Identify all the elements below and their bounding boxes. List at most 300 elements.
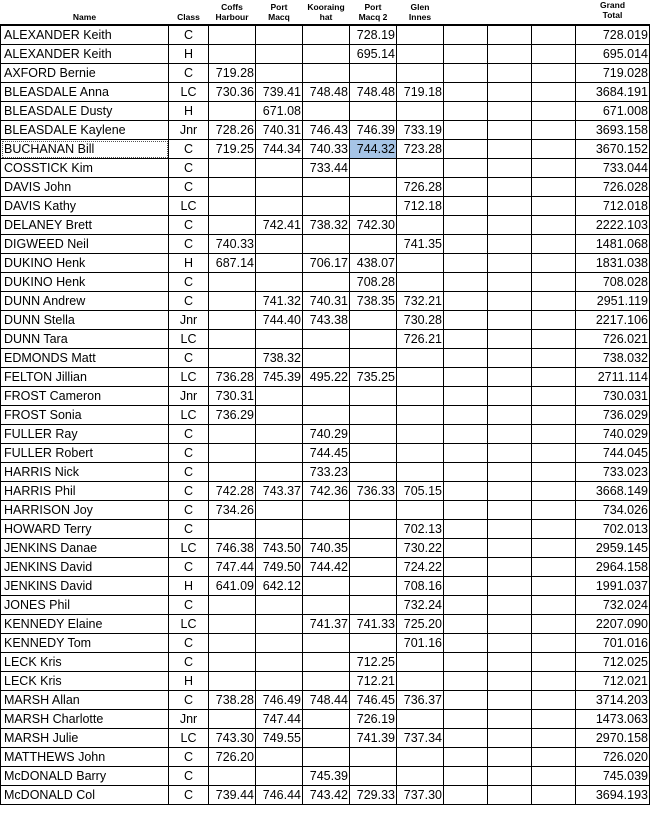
cell-name[interactable]: LECK Kris — [1, 672, 169, 691]
cell-empty[interactable] — [532, 634, 576, 653]
cell-class[interactable]: LC — [169, 615, 209, 634]
cell-port-macq[interactable] — [256, 330, 303, 349]
cell-grand-total[interactable]: 1481.068 — [576, 235, 650, 254]
cell-coffs-harbour[interactable]: 641.09 — [209, 577, 256, 596]
cell-port-macq-2[interactable] — [350, 406, 397, 425]
cell-name[interactable]: KENNEDY Elaine — [1, 615, 169, 634]
cell-empty[interactable] — [488, 216, 532, 235]
cell-glen-innes[interactable] — [397, 710, 444, 729]
cell-port-macq[interactable] — [256, 387, 303, 406]
cell-glen-innes[interactable] — [397, 501, 444, 520]
cell-grand-total[interactable]: 733.044 — [576, 159, 650, 178]
cell-empty[interactable] — [444, 311, 488, 330]
cell-kooraing-hat[interactable] — [303, 577, 350, 596]
cell-empty[interactable] — [532, 748, 576, 767]
cell-glen-innes[interactable] — [397, 254, 444, 273]
cell-port-macq-2[interactable]: 741.33 — [350, 615, 397, 634]
cell-port-macq-2[interactable]: 695.14 — [350, 45, 397, 64]
cell-name[interactable]: FELTON Jillian — [1, 368, 169, 387]
cell-glen-innes[interactable]: 730.28 — [397, 311, 444, 330]
cell-empty[interactable] — [532, 311, 576, 330]
cell-kooraing-hat[interactable]: 733.44 — [303, 159, 350, 178]
cell-empty[interactable] — [532, 140, 576, 159]
cell-empty[interactable] — [532, 615, 576, 634]
col-header-empty[interactable] — [488, 0, 532, 25]
cell-coffs-harbour[interactable]: 719.25 — [209, 140, 256, 159]
cell-class[interactable]: H — [169, 254, 209, 273]
cell-port-macq-2[interactable] — [350, 520, 397, 539]
cell-glen-innes[interactable] — [397, 349, 444, 368]
cell-empty[interactable] — [444, 482, 488, 501]
cell-empty[interactable] — [488, 64, 532, 83]
cell-empty[interactable] — [532, 444, 576, 463]
cell-empty[interactable] — [488, 159, 532, 178]
cell-coffs-harbour[interactable]: 728.26 — [209, 121, 256, 140]
cell-class[interactable]: LC — [169, 368, 209, 387]
cell-kooraing-hat[interactable] — [303, 501, 350, 520]
cell-grand-total[interactable]: 2217.106 — [576, 311, 650, 330]
cell-port-macq-2[interactable]: 726.19 — [350, 710, 397, 729]
cell-empty[interactable] — [444, 539, 488, 558]
cell-grand-total[interactable]: 740.029 — [576, 425, 650, 444]
cell-empty[interactable] — [444, 577, 488, 596]
cell-port-macq-2[interactable] — [350, 178, 397, 197]
cell-grand-total[interactable]: 719.028 — [576, 64, 650, 83]
cell-kooraing-hat[interactable] — [303, 64, 350, 83]
cell-empty[interactable] — [488, 577, 532, 596]
cell-name[interactable]: BUCHANAN Bill — [1, 140, 169, 159]
cell-empty[interactable] — [444, 710, 488, 729]
cell-name[interactable]: FULLER Ray — [1, 425, 169, 444]
cell-class[interactable]: Jnr — [169, 121, 209, 140]
cell-coffs-harbour[interactable] — [209, 463, 256, 482]
cell-empty[interactable] — [532, 729, 576, 748]
cell-class[interactable]: C — [169, 292, 209, 311]
cell-coffs-harbour[interactable]: 746.38 — [209, 539, 256, 558]
cell-empty[interactable] — [488, 710, 532, 729]
cell-glen-innes[interactable] — [397, 273, 444, 292]
cell-kooraing-hat[interactable] — [303, 25, 350, 45]
cell-class[interactable]: C — [169, 159, 209, 178]
cell-port-macq[interactable] — [256, 596, 303, 615]
cell-empty[interactable] — [532, 501, 576, 520]
cell-empty[interactable] — [444, 178, 488, 197]
cell-empty[interactable] — [444, 425, 488, 444]
cell-port-macq[interactable] — [256, 25, 303, 45]
cell-empty[interactable] — [444, 102, 488, 121]
cell-glen-innes[interactable]: 726.21 — [397, 330, 444, 349]
cell-class[interactable]: C — [169, 178, 209, 197]
cell-grand-total[interactable]: 732.024 — [576, 596, 650, 615]
cell-port-macq-2[interactable] — [350, 767, 397, 786]
cell-empty[interactable] — [532, 482, 576, 501]
cell-empty[interactable] — [444, 748, 488, 767]
cell-coffs-harbour[interactable] — [209, 349, 256, 368]
cell-name[interactable]: BLEASDALE Kaylene — [1, 121, 169, 140]
cell-kooraing-hat[interactable] — [303, 710, 350, 729]
cell-port-macq-2[interactable] — [350, 501, 397, 520]
cell-empty[interactable] — [444, 634, 488, 653]
cell-port-macq-2[interactable]: 742.30 — [350, 216, 397, 235]
cell-kooraing-hat[interactable] — [303, 520, 350, 539]
cell-empty[interactable] — [532, 121, 576, 140]
cell-name[interactable]: McDONALD Barry — [1, 767, 169, 786]
cell-empty[interactable] — [488, 387, 532, 406]
cell-empty[interactable] — [532, 254, 576, 273]
cell-glen-innes[interactable]: 732.24 — [397, 596, 444, 615]
cell-empty[interactable] — [532, 273, 576, 292]
cell-port-macq-2[interactable]: 748.48 — [350, 83, 397, 102]
cell-empty[interactable] — [444, 349, 488, 368]
cell-glen-innes[interactable]: 712.18 — [397, 197, 444, 216]
cell-glen-innes[interactable] — [397, 25, 444, 45]
cell-name[interactable]: DAVIS Kathy — [1, 197, 169, 216]
cell-coffs-harbour[interactable] — [209, 330, 256, 349]
cell-empty[interactable] — [488, 691, 532, 710]
cell-port-macq[interactable]: 739.41 — [256, 83, 303, 102]
cell-empty[interactable] — [488, 558, 532, 577]
cell-name[interactable]: HARRIS Phil — [1, 482, 169, 501]
cell-glen-innes[interactable]: 741.35 — [397, 235, 444, 254]
cell-empty[interactable] — [488, 406, 532, 425]
cell-port-macq-2[interactable]: 438.07 — [350, 254, 397, 273]
cell-empty[interactable] — [488, 25, 532, 45]
cell-glen-innes[interactable]: 726.28 — [397, 178, 444, 197]
cell-name[interactable]: DUNN Andrew — [1, 292, 169, 311]
cell-grand-total[interactable]: 745.039 — [576, 767, 650, 786]
cell-empty[interactable] — [532, 786, 576, 805]
col-header-coffs-harbour[interactable]: Coffs Harbour — [215, 2, 249, 22]
cell-port-macq[interactable]: 744.40 — [256, 311, 303, 330]
cell-grand-total[interactable]: 3668.149 — [576, 482, 650, 501]
cell-grand-total[interactable]: 3693.158 — [576, 121, 650, 140]
cell-empty[interactable] — [488, 311, 532, 330]
cell-empty[interactable] — [532, 83, 576, 102]
cell-name[interactable]: DIGWEED Neil — [1, 235, 169, 254]
cell-class[interactable]: H — [169, 672, 209, 691]
cell-empty[interactable] — [532, 406, 576, 425]
cell-port-macq[interactable]: 747.44 — [256, 710, 303, 729]
cell-empty[interactable] — [532, 64, 576, 83]
col-header-empty[interactable] — [532, 0, 576, 25]
cell-name[interactable]: LECK Kris — [1, 653, 169, 672]
cell-empty[interactable] — [532, 102, 576, 121]
cell-empty[interactable] — [532, 767, 576, 786]
cell-empty[interactable] — [532, 178, 576, 197]
col-header-port-macq[interactable]: Port Macq — [268, 2, 290, 22]
cell-empty[interactable] — [532, 387, 576, 406]
cell-grand-total[interactable]: 733.023 — [576, 463, 650, 482]
cell-kooraing-hat[interactable]: 740.31 — [303, 292, 350, 311]
cell-name[interactable]: MARSH Allan — [1, 691, 169, 710]
cell-coffs-harbour[interactable] — [209, 615, 256, 634]
cell-port-macq-2[interactable] — [350, 539, 397, 558]
cell-kooraing-hat[interactable]: 740.29 — [303, 425, 350, 444]
cell-name[interactable]: FULLER Robert — [1, 444, 169, 463]
cell-kooraing-hat[interactable] — [303, 406, 350, 425]
cell-empty[interactable] — [488, 330, 532, 349]
cell-empty[interactable] — [444, 235, 488, 254]
cell-class[interactable]: C — [169, 596, 209, 615]
cell-name[interactable]: AXFORD Bernie — [1, 64, 169, 83]
cell-coffs-harbour[interactable]: 743.30 — [209, 729, 256, 748]
cell-glen-innes[interactable]: 737.34 — [397, 729, 444, 748]
cell-port-macq[interactable] — [256, 653, 303, 672]
cell-grand-total[interactable]: 708.028 — [576, 273, 650, 292]
cell-name[interactable]: MARSH Charlotte — [1, 710, 169, 729]
cell-glen-innes[interactable]: 719.18 — [397, 83, 444, 102]
cell-coffs-harbour[interactable]: 719.28 — [209, 64, 256, 83]
cell-port-macq[interactable] — [256, 748, 303, 767]
cell-kooraing-hat[interactable]: 740.35 — [303, 539, 350, 558]
cell-coffs-harbour[interactable]: 747.44 — [209, 558, 256, 577]
cell-empty[interactable] — [532, 330, 576, 349]
cell-port-macq[interactable]: 744.34 — [256, 140, 303, 159]
cell-glen-innes[interactable] — [397, 45, 444, 64]
cell-port-macq[interactable]: 741.32 — [256, 292, 303, 311]
cell-coffs-harbour[interactable] — [209, 672, 256, 691]
cell-class[interactable]: C — [169, 463, 209, 482]
cell-empty[interactable] — [532, 25, 576, 45]
cell-class[interactable]: C — [169, 444, 209, 463]
cell-class[interactable]: C — [169, 786, 209, 805]
cell-kooraing-hat[interactable]: 746.43 — [303, 121, 350, 140]
cell-name[interactable]: COSSTICK Kim — [1, 159, 169, 178]
cell-empty[interactable] — [532, 710, 576, 729]
cell-grand-total[interactable]: 2951.119 — [576, 292, 650, 311]
col-header-port-macq-2[interactable]: Port Macq 2 — [358, 2, 388, 22]
cell-grand-total[interactable]: 701.016 — [576, 634, 650, 653]
cell-glen-innes[interactable] — [397, 406, 444, 425]
cell-empty[interactable] — [444, 444, 488, 463]
cell-empty[interactable] — [532, 577, 576, 596]
cell-port-macq[interactable]: 740.31 — [256, 121, 303, 140]
cell-port-macq[interactable] — [256, 45, 303, 64]
cell-kooraing-hat[interactable]: 744.42 — [303, 558, 350, 577]
col-header-name[interactable]: Name — [72, 12, 97, 22]
cell-class[interactable]: LC — [169, 539, 209, 558]
cell-name[interactable]: FROST Sonia — [1, 406, 169, 425]
cell-port-macq[interactable] — [256, 197, 303, 216]
cell-empty[interactable] — [444, 786, 488, 805]
cell-port-macq-2[interactable] — [350, 349, 397, 368]
cell-empty[interactable] — [532, 197, 576, 216]
cell-glen-innes[interactable] — [397, 463, 444, 482]
cell-grand-total[interactable]: 2959.145 — [576, 539, 650, 558]
cell-kooraing-hat[interactable]: 738.32 — [303, 216, 350, 235]
cell-port-macq[interactable] — [256, 273, 303, 292]
cell-name[interactable]: HOWARD Terry — [1, 520, 169, 539]
cell-kooraing-hat[interactable]: 495.22 — [303, 368, 350, 387]
cell-glen-innes[interactable] — [397, 672, 444, 691]
cell-glen-innes[interactable] — [397, 216, 444, 235]
cell-empty[interactable] — [444, 596, 488, 615]
cell-kooraing-hat[interactable] — [303, 45, 350, 64]
cell-kooraing-hat[interactable]: 733.23 — [303, 463, 350, 482]
cell-grand-total[interactable]: 1831.038 — [576, 254, 650, 273]
cell-class[interactable]: C — [169, 349, 209, 368]
cell-empty[interactable] — [532, 558, 576, 577]
cell-empty[interactable] — [532, 691, 576, 710]
cell-port-macq-2[interactable]: 712.25 — [350, 653, 397, 672]
cell-class[interactable]: C — [169, 501, 209, 520]
cell-grand-total[interactable]: 695.014 — [576, 45, 650, 64]
cell-empty[interactable] — [532, 653, 576, 672]
cell-class[interactable]: C — [169, 482, 209, 501]
cell-empty[interactable] — [488, 520, 532, 539]
cell-coffs-harbour[interactable] — [209, 159, 256, 178]
cell-grand-total[interactable]: 3694.193 — [576, 786, 650, 805]
cell-empty[interactable] — [532, 672, 576, 691]
cell-name[interactable]: MATTHEWS John — [1, 748, 169, 767]
col-header-grand-total[interactable]: Grand Total — [599, 0, 626, 20]
cell-port-macq-2[interactable] — [350, 311, 397, 330]
cell-glen-innes[interactable]: 708.16 — [397, 577, 444, 596]
cell-port-macq[interactable] — [256, 254, 303, 273]
cell-empty[interactable] — [444, 159, 488, 178]
cell-glen-innes[interactable]: 733.19 — [397, 121, 444, 140]
cell-empty[interactable] — [488, 444, 532, 463]
cell-port-macq[interactable]: 743.50 — [256, 539, 303, 558]
cell-glen-innes[interactable]: 732.21 — [397, 292, 444, 311]
cell-empty[interactable] — [444, 463, 488, 482]
cell-empty[interactable] — [444, 330, 488, 349]
cell-empty[interactable] — [532, 463, 576, 482]
cell-grand-total[interactable]: 2970.158 — [576, 729, 650, 748]
cell-port-macq-2[interactable]: 712.21 — [350, 672, 397, 691]
cell-glen-innes[interactable] — [397, 64, 444, 83]
cell-empty[interactable] — [532, 349, 576, 368]
cell-port-macq-2[interactable] — [350, 235, 397, 254]
cell-empty[interactable] — [488, 102, 532, 121]
cell-port-macq[interactable] — [256, 767, 303, 786]
cell-name[interactable]: ALEXANDER Keith — [1, 45, 169, 64]
cell-class[interactable]: LC — [169, 406, 209, 425]
cell-empty[interactable] — [532, 292, 576, 311]
cell-coffs-harbour[interactable] — [209, 216, 256, 235]
cell-empty[interactable] — [444, 140, 488, 159]
cell-glen-innes[interactable]: 701.16 — [397, 634, 444, 653]
cell-port-macq-2[interactable] — [350, 558, 397, 577]
cell-empty[interactable] — [488, 786, 532, 805]
cell-grand-total[interactable]: 1991.037 — [576, 577, 650, 596]
cell-glen-innes[interactable]: 725.20 — [397, 615, 444, 634]
cell-port-macq[interactable] — [256, 463, 303, 482]
cell-class[interactable]: C — [169, 425, 209, 444]
cell-port-macq[interactable] — [256, 235, 303, 254]
cell-kooraing-hat[interactable] — [303, 273, 350, 292]
cell-glen-innes[interactable] — [397, 748, 444, 767]
cell-empty[interactable] — [488, 197, 532, 216]
cell-grand-total[interactable]: 726.020 — [576, 748, 650, 767]
cell-port-macq[interactable] — [256, 425, 303, 444]
cell-coffs-harbour[interactable]: 736.28 — [209, 368, 256, 387]
cell-name[interactable]: BLEASDALE Anna — [1, 83, 169, 102]
cell-class[interactable]: Jnr — [169, 387, 209, 406]
cell-grand-total[interactable]: 2711.114 — [576, 368, 650, 387]
cell-empty[interactable] — [444, 83, 488, 102]
cell-kooraing-hat[interactable]: 740.33 — [303, 140, 350, 159]
cell-grand-total[interactable]: 2207.090 — [576, 615, 650, 634]
cell-empty[interactable] — [532, 425, 576, 444]
cell-class[interactable]: LC — [169, 83, 209, 102]
cell-coffs-harbour[interactable] — [209, 197, 256, 216]
cell-kooraing-hat[interactable] — [303, 634, 350, 653]
cell-class[interactable]: H — [169, 45, 209, 64]
cell-coffs-harbour[interactable] — [209, 45, 256, 64]
cell-empty[interactable] — [488, 767, 532, 786]
cell-class[interactable]: C — [169, 216, 209, 235]
cell-kooraing-hat[interactable]: 744.45 — [303, 444, 350, 463]
cell-port-macq-2[interactable] — [350, 64, 397, 83]
cell-empty[interactable] — [488, 653, 532, 672]
cell-name[interactable]: FROST Cameron — [1, 387, 169, 406]
cell-name[interactable]: DUNN Tara — [1, 330, 169, 349]
cell-grand-total[interactable]: 728.019 — [576, 25, 650, 45]
cell-empty[interactable] — [444, 292, 488, 311]
cell-coffs-harbour[interactable]: 738.28 — [209, 691, 256, 710]
col-header-glen-innes[interactable]: Glen Innes — [408, 2, 432, 22]
cell-kooraing-hat[interactable]: 745.39 — [303, 767, 350, 786]
cell-empty[interactable] — [532, 216, 576, 235]
cell-port-macq-2[interactable] — [350, 463, 397, 482]
cell-empty[interactable] — [444, 729, 488, 748]
cell-port-macq-2[interactable] — [350, 159, 397, 178]
cell-empty[interactable] — [488, 45, 532, 64]
cell-name[interactable]: BLEASDALE Dusty — [1, 102, 169, 121]
cell-grand-total[interactable]: 712.021 — [576, 672, 650, 691]
cell-kooraing-hat[interactable] — [303, 729, 350, 748]
cell-empty[interactable] — [488, 140, 532, 159]
cell-coffs-harbour[interactable] — [209, 102, 256, 121]
cell-grand-total[interactable]: 2222.103 — [576, 216, 650, 235]
cell-port-macq[interactable]: 743.37 — [256, 482, 303, 501]
cell-empty[interactable] — [532, 235, 576, 254]
cell-class[interactable]: Jnr — [169, 311, 209, 330]
cell-coffs-harbour[interactable]: 742.28 — [209, 482, 256, 501]
cell-grand-total[interactable]: 3684.191 — [576, 83, 650, 102]
cell-glen-innes[interactable] — [397, 653, 444, 672]
cell-name[interactable]: KENNEDY Tom — [1, 634, 169, 653]
cell-coffs-harbour[interactable]: 734.26 — [209, 501, 256, 520]
cell-empty[interactable] — [444, 254, 488, 273]
cell-coffs-harbour[interactable]: 730.36 — [209, 83, 256, 102]
cell-coffs-harbour[interactable] — [209, 311, 256, 330]
cell-port-macq-2[interactable] — [350, 425, 397, 444]
cell-port-macq-2[interactable]: 741.39 — [350, 729, 397, 748]
cell-name[interactable]: ALEXANDER Keith — [1, 25, 169, 45]
cell-glen-innes[interactable] — [397, 102, 444, 121]
cell-empty[interactable] — [488, 273, 532, 292]
cell-coffs-harbour[interactable] — [209, 520, 256, 539]
cell-grand-total[interactable]: 3670.152 — [576, 140, 650, 159]
cell-port-macq[interactable]: 746.44 — [256, 786, 303, 805]
cell-port-macq[interactable] — [256, 159, 303, 178]
cell-name[interactable]: HARRISON Joy — [1, 501, 169, 520]
cell-empty[interactable] — [488, 368, 532, 387]
cell-kooraing-hat[interactable] — [303, 596, 350, 615]
cell-glen-innes[interactable]: 724.22 — [397, 558, 444, 577]
cell-grand-total[interactable]: 734.026 — [576, 501, 650, 520]
cell-class[interactable]: H — [169, 577, 209, 596]
cell-empty[interactable] — [488, 254, 532, 273]
col-header-class[interactable]: Class — [177, 12, 200, 22]
cell-empty[interactable] — [444, 501, 488, 520]
cell-empty[interactable] — [488, 615, 532, 634]
col-header-kooraing-hat[interactable]: Kooraing hat — [307, 2, 345, 22]
cell-coffs-harbour[interactable] — [209, 653, 256, 672]
cell-empty[interactable] — [532, 520, 576, 539]
